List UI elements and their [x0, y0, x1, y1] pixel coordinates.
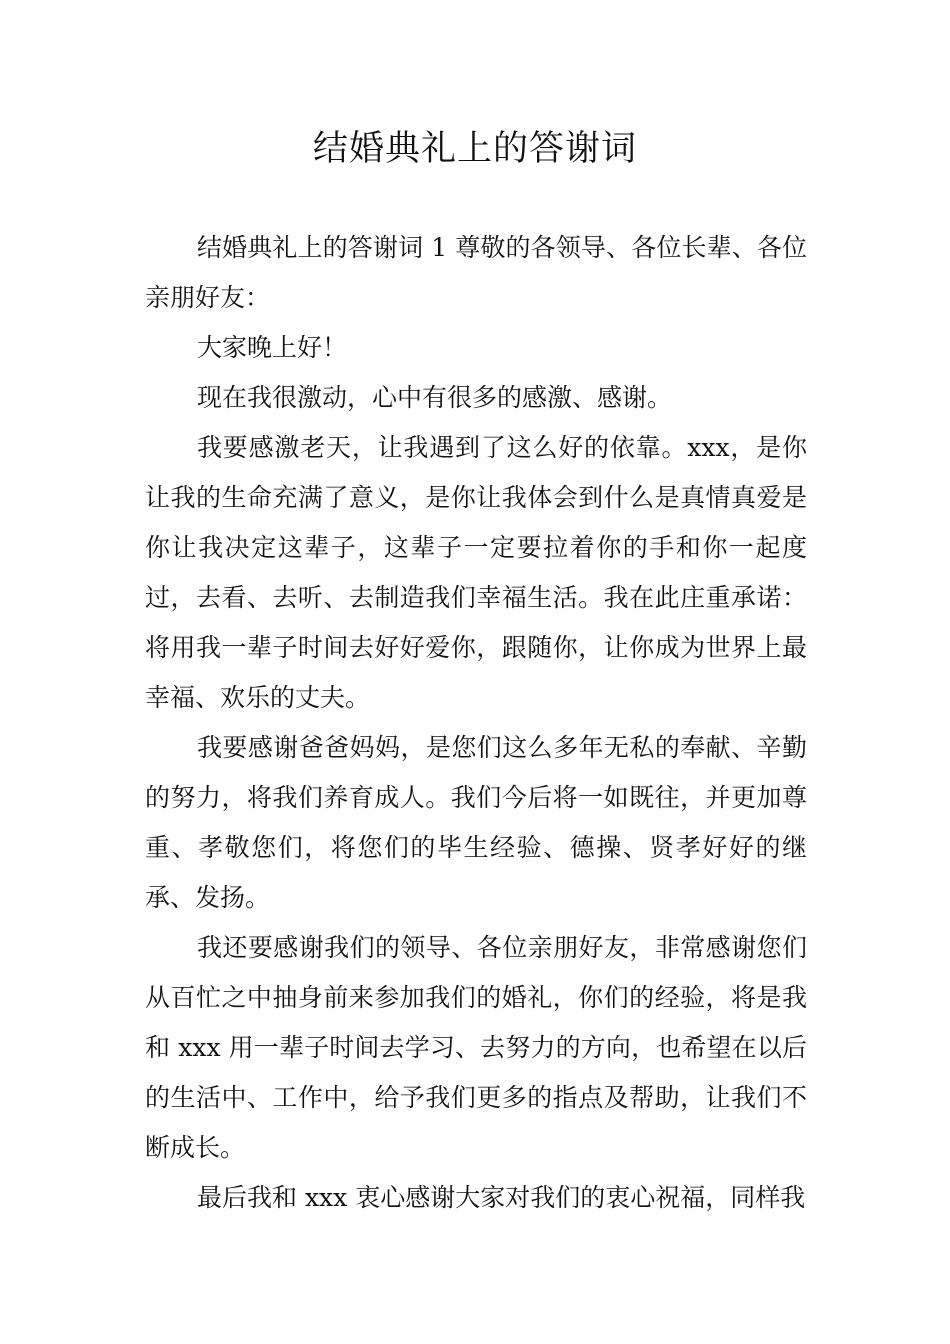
paragraph-good-evening: 大家晚上好！ — [197, 333, 348, 362]
document-body — [145, 223, 807, 1223]
document-title: 结婚典礼上的答谢词 — [312, 129, 637, 169]
paragraph-thanks-heaven: 我要感激老天，让我遇到了这么好的依靠。xxx，是你让我的生命充满了意义，是你让我体会到什么是真情真爱是你让我决定这辈子，这辈子一定要拉着你的手和你一起度过，去看、去听、去制造我们幸福生活。我在此庄重承诺：将用我一辈子时间去好好爱你，跟随你，让你成为世界上最幸福、欢乐的丈夫。 — [145, 433, 807, 712]
paragraph-thanks-parents: 我要感谢爸爸妈妈，是您们这么多年无私的奉献、辛勤的努力，将我们养育成人。我们今后将一如既往，并更加尊重、孝敬您们，将您们的毕生经验、德操、贤孝好好的继承、发扬。 — [145, 733, 807, 912]
paragraph-emotion: 现在我很激动，心中有很多的感激、感谢。 — [197, 383, 673, 412]
paragraph-thanks-leaders-friends: 我还要感谢我们的领导、各位亲朋好友，非常感谢您们从百忙之中抽身前来参加我们的婚礼，你们的经验，将是我和 xxx 用一辈子时间去学习、去努力的方向，也希望在以后的生活中、工作中，给予我们更多的指点及帮助，让我们不断成长。 — [145, 933, 807, 1162]
paragraph-closing: 最后我和 xxx 衷心感谢大家对我们的衷心祝福，同样我 — [197, 1183, 806, 1212]
paragraph-greeting: 结婚典礼上的答谢词 1 尊敬的各领导、各位长辈、各位亲朋好友： — [145, 233, 807, 312]
